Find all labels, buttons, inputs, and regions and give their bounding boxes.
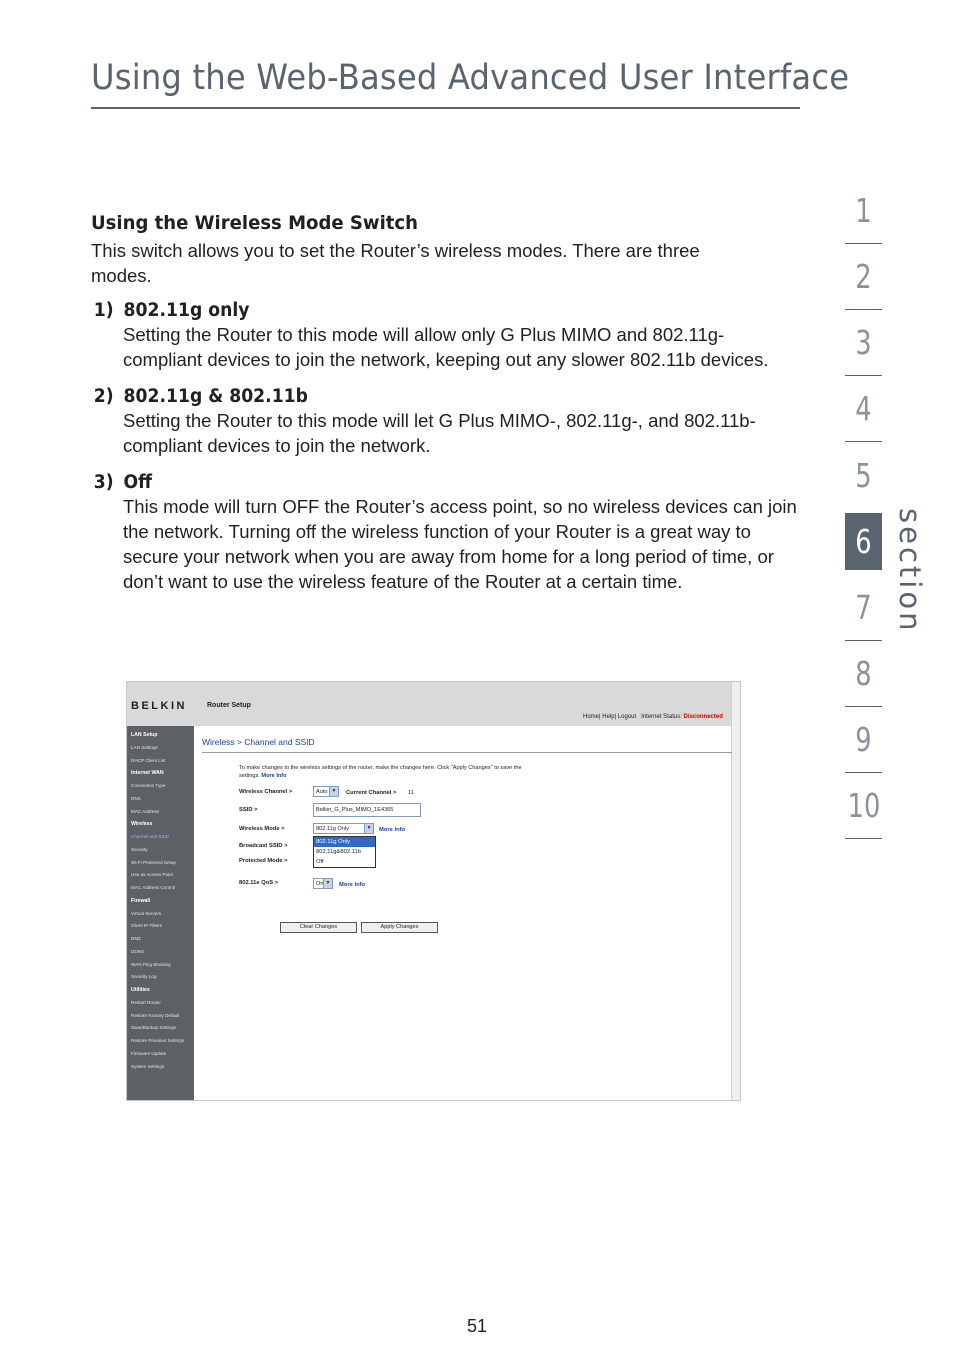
- mode-number: 2): [93, 386, 114, 407]
- sidebar-item[interactable]: DMZ: [131, 936, 141, 941]
- mode-description: This mode will turn OFF the Router’s access point, so no wireless devices can join the network. Turning off the wireless function of your Router is a great way to secure your network when you are away from home for a long period of time, or don’t want to use the wireless feature of the Router at a certain time.: [123, 496, 797, 592]
- section-tab-4: [845, 376, 882, 442]
- qos-label: 802.11e QoS >: [239, 880, 279, 886]
- title-rule: [91, 107, 800, 109]
- sidebar-item: Internet WAN: [131, 770, 164, 777]
- sidebar-item: Utilities: [131, 987, 150, 993]
- router-header-bar: [127, 682, 731, 726]
- section-tab-9: [845, 707, 882, 773]
- nav-links[interactable]: Home| Help| Logout: [583, 714, 637, 720]
- sidebar-item[interactable]: LAN Settings: [131, 744, 158, 750]
- mode-title: 802.11g & 802.11b: [123, 386, 308, 407]
- section-tab-number: 7: [855, 588, 872, 627]
- current-channel-value: 11: [408, 790, 415, 796]
- chevron-down-icon: ▼: [364, 824, 373, 833]
- section-heading: Using the Wireless Mode Switch: [91, 212, 418, 234]
- section-tabs: [845, 178, 882, 839]
- sidebar-item[interactable]: MAC Address Control: [131, 885, 176, 890]
- broadcast-ssid-label: Broadcast SSID >: [239, 843, 288, 849]
- sidebar-item[interactable]: Use as Access Point: [131, 872, 173, 878]
- page-number: 51: [466, 1316, 488, 1336]
- option-item[interactable]: 802.11g&802.11b: [316, 849, 361, 855]
- option-item[interactable]: Off: [316, 859, 324, 865]
- section-tab-number: 2: [855, 257, 872, 296]
- sidebar-item[interactable]: Client IP Filters: [131, 923, 163, 929]
- sidebar-item[interactable]: Restore Previous Settings: [131, 1038, 185, 1043]
- mode-item: [91, 300, 801, 372]
- section-tab-7: [845, 575, 882, 641]
- wireless-mode-select[interactable]: 802.11g Only ▼: [313, 823, 374, 834]
- apply-changes-button[interactable]: Apply Changes: [361, 922, 438, 933]
- section-tab-10: [845, 773, 882, 839]
- section-tab-6: [845, 513, 882, 570]
- sidebar-item[interactable]: Restore Factory Default: [131, 1012, 180, 1018]
- sidebar-item: LAN Setup: [131, 732, 158, 738]
- sidebar-item[interactable]: MAC Address: [131, 808, 160, 814]
- section-tab-number: 4: [855, 389, 872, 428]
- section-tab-number: 6: [855, 522, 872, 561]
- sidebar-item[interactable]: Channel and SSID: [131, 834, 170, 839]
- sidebar-item[interactable]: System Settings: [131, 1063, 165, 1069]
- mode-number: 1): [93, 300, 114, 321]
- status-value: Disconnected: [683, 714, 723, 720]
- router-description: To make changes to the wireless settings of the router, make the changes here. Click "Apply Changes" to save the settings. More Info: [239, 765, 522, 779]
- section-tab-3: [845, 310, 882, 376]
- wireless-channel-label: Wireless Channel >: [239, 789, 293, 795]
- sidebar-item[interactable]: Firmware Update: [131, 1050, 167, 1056]
- section-tab-number: 9: [855, 720, 872, 759]
- more-info-link[interactable]: More Info: [379, 827, 406, 833]
- mode-title: Off: [123, 472, 153, 493]
- current-channel-label: Current Channel >: [346, 790, 397, 796]
- section-label: section: [893, 508, 927, 634]
- divider: [202, 752, 732, 753]
- sidebar-item[interactable]: Connection Type: [131, 783, 166, 788]
- sidebar-item[interactable]: DNS: [131, 795, 141, 801]
- sidebar-item[interactable]: Security: [131, 846, 148, 852]
- wireless-mode-label: Wireless Mode >: [239, 826, 285, 832]
- mode-item: [91, 472, 801, 594]
- scrollbar[interactable]: [731, 682, 740, 1100]
- section-tab-2: [845, 244, 882, 310]
- section-tab-number: 3: [855, 323, 872, 362]
- more-info-link[interactable]: More Info: [261, 773, 287, 779]
- sidebar-item[interactable]: Save/Backup Settings: [131, 1025, 176, 1031]
- router-sidebar: [127, 726, 194, 1100]
- protected-mode-label: Protected Mode >: [239, 858, 288, 864]
- belkin-logo: BELKIN: [131, 700, 187, 712]
- section-tab-8: [845, 641, 882, 707]
- section-tab-1: [845, 178, 882, 244]
- ssid-input[interactable]: Belkin_G_Plus_MIMO_1E4365: [313, 803, 421, 817]
- page-title: Using the Web-Based Advanced User Interface: [91, 58, 850, 98]
- clear-changes-button[interactable]: Clear Changes: [280, 922, 357, 933]
- router-page-title: Wireless > Channel and SSID: [202, 737, 315, 747]
- section-tab-number: 8: [855, 654, 872, 693]
- section-tab-number: 1: [855, 191, 872, 230]
- section-tab-number: 5: [855, 455, 872, 495]
- sidebar-item[interactable]: DDNS: [131, 948, 145, 954]
- sidebar-item: Wireless: [131, 821, 153, 828]
- section-tab-5: [845, 442, 882, 508]
- main-content: [91, 212, 801, 594]
- sidebar-item[interactable]: WAN Ping Blocking: [131, 961, 171, 967]
- option-item[interactable]: 802.11g Only: [314, 837, 375, 847]
- wireless-mode-options[interactable]: [313, 836, 376, 868]
- more-info-link[interactable]: More Info: [339, 882, 366, 888]
- top-links: [583, 714, 723, 720]
- chevron-down-icon: ▼: [329, 787, 338, 796]
- mode-description: Setting the Router to this mode will let G Plus MIMO-, 802.11g-, and 802.11b-compliant devices to join the network.: [123, 410, 756, 456]
- chevron-down-icon: ▼: [323, 879, 332, 888]
- mode-item: [91, 386, 801, 458]
- status-label: Internet Status:: [641, 714, 682, 720]
- sidebar-item[interactable]: Wi-Fi Protected Setup: [131, 859, 176, 865]
- wireless-channel-select[interactable]: Auto ▼: [313, 786, 339, 797]
- router-screenshot: [126, 681, 741, 1101]
- sidebar-item[interactable]: Virtual Servers: [131, 910, 162, 916]
- mode-number: 3): [93, 472, 114, 493]
- sidebar-item: Firewall: [131, 897, 151, 904]
- ssid-label: SSID >: [239, 807, 258, 813]
- mode-title: 802.11g only: [123, 300, 250, 321]
- qos-select[interactable]: On ▼: [313, 878, 333, 889]
- router-setup-label: Router Setup: [207, 702, 251, 709]
- intro-text: This switch allows you to set the Router’s wireless modes. There are three modes.: [91, 240, 700, 286]
- mode-description: Setting the Router to this mode will allow only G Plus MIMO and 802.11g-compliant devices to join the network, keeping out any slower 802.11b devices.: [123, 324, 769, 370]
- sidebar-item[interactable]: Security Log: [131, 974, 157, 980]
- sidebar-item[interactable]: Restart Router: [131, 999, 161, 1005]
- sidebar-item[interactable]: DHCP Client List: [131, 757, 166, 763]
- section-tab-number: 10: [847, 786, 880, 825]
